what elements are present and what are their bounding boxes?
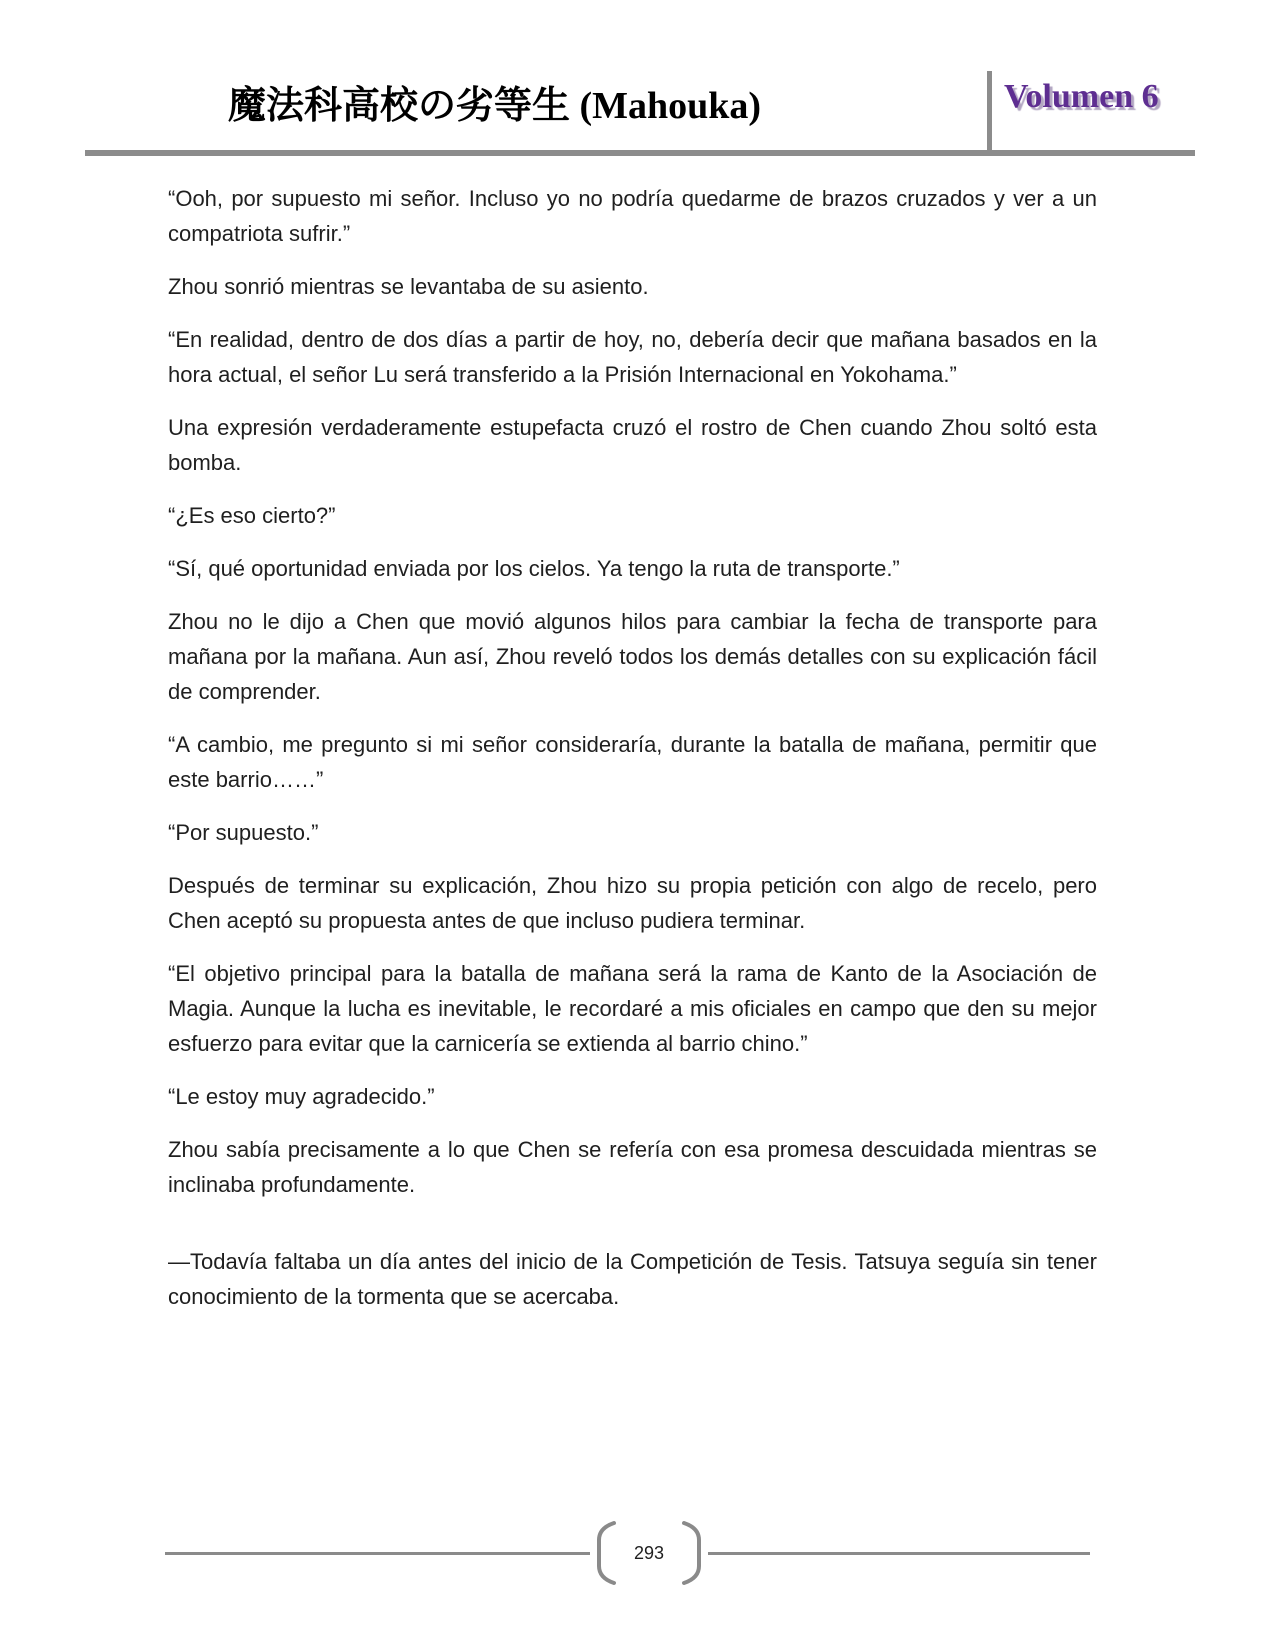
paragraph: “Le estoy muy agradecido.” xyxy=(168,1084,435,1109)
footer-rule-left xyxy=(165,1552,590,1555)
body-text-block xyxy=(168,181,1097,1332)
paragraph: “En realidad, dentro de dos días a partir de hoy, no, debería decir que mañana basados en la hora actual, el señor Lu será transferido a la Prisión Internacional en Yokohama.” xyxy=(168,327,1097,387)
paragraph: “A cambio, me pregunto si mi señor consideraría, durante la batalla de mañana, permitir que este barrio……” xyxy=(168,732,1097,792)
volume-label: Volumen 6 xyxy=(1004,78,1159,115)
paragraph-closing-note: —Todavía faltaba un día antes del inicio de la Competición de Tesis. Tatsuya seguía sin tener conocimiento de la tormenta que se acercaba. xyxy=(168,1249,1097,1309)
header-vertical-divider xyxy=(987,71,992,156)
paragraph: “Por supuesto.” xyxy=(168,820,319,845)
paragraph: “El objetivo principal para la batalla de mañana será la rama de Kanto de la Asociación de Magia. Aunque la lucha es inevitable, le recordaré a mis oficiales en campo que den su mejor esfuerzo para evitar que la carnicería se extienda al barrio chino.” xyxy=(168,961,1097,1056)
left-bracket-icon xyxy=(590,1520,620,1586)
paragraph: “Sí, qué oportunidad enviada por los cielos. Ya tengo la ruta de transporte.” xyxy=(168,556,900,581)
paragraph: “Ooh, por supuesto mi señor. Incluso yo no podría quedarme de brazos cruzados y ver a un compatriota sufrir.” xyxy=(168,186,1097,246)
footer-rule-right xyxy=(708,1552,1090,1555)
page-number: 293 xyxy=(634,1542,665,1563)
paragraph: Zhou sabía precisamente a lo que Chen se refería con esa promesa descuidada mientras se inclinaba profundamente. xyxy=(168,1137,1097,1197)
paragraph: Una expresión verdaderamente estupefacta cruzó el rostro de Chen cuando Zhou soltó esta bomba. xyxy=(168,415,1097,475)
paragraph: “¿Es eso cierto?” xyxy=(168,503,336,528)
paragraph: Después de terminar su explicación, Zhou hizo su propia petición con algo de recelo, pero Chen aceptó su propuesta antes de que incluso pudiera terminar. xyxy=(168,873,1097,933)
header-horizontal-rule xyxy=(85,150,1195,156)
document-title: 魔法科高校の劣等生 (Mahouka) xyxy=(228,85,762,127)
page-footer xyxy=(165,1518,1090,1588)
paragraph: Zhou no le dijo a Chen que movió algunos hilos para cambiar la fecha de transporte para mañana por la mañana. Aun así, Zhou reveló todos los demás detalles con su explicación fácil de comprender. xyxy=(168,609,1097,704)
paragraph: Zhou sonrió mientras se levantaba de su asiento. xyxy=(168,274,649,299)
right-bracket-icon xyxy=(678,1520,708,1586)
